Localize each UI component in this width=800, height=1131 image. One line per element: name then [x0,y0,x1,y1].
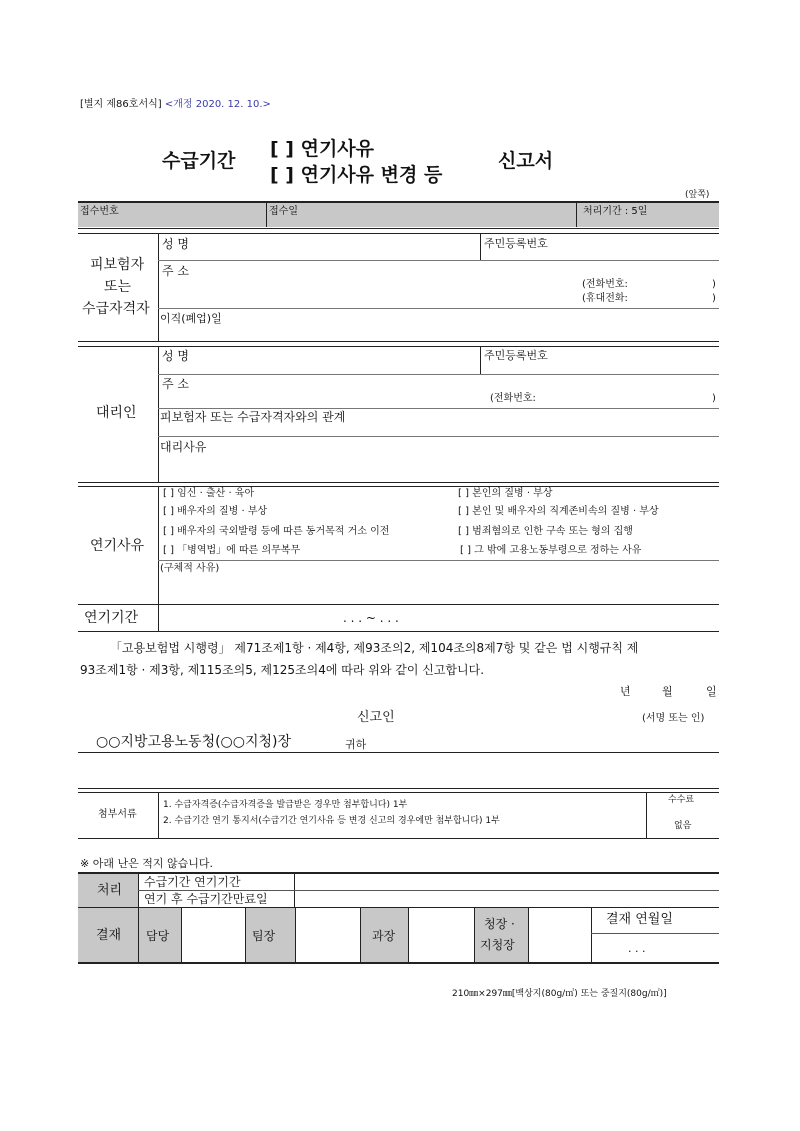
honorific: 귀하 [345,738,367,751]
insured-mobile-label: (휴대전화: [582,293,628,304]
recipient: ○○지방고용노동청(○○지청)장 [96,734,292,750]
process-label: 처리 [97,883,123,898]
approval-director-2: 지청장 [480,938,515,952]
date-day: 일 [706,685,717,698]
agent-label: 대리인 [96,405,137,421]
agent-rrn-label: 주민등록번호 [484,349,548,362]
fee-value: 없음 [674,821,692,831]
period-value[interactable]: . . . ~ . . . [343,611,399,625]
insured-label-3: 수급자격자 [82,301,150,317]
insured-label-2: 또는 [104,279,132,295]
date-year: 년 [620,685,631,698]
office-use-note: ※ 아래 난은 적지 않습니다. [80,857,213,870]
attachments-label: 첨부서류 [98,809,137,820]
insured-address-label: 주 소 [162,264,189,278]
deferral-option-self-illness[interactable]: [ ] 본인의 질병 · 부상 [458,488,553,499]
fee-label: 수수료 [668,795,695,805]
insured-name-label: 성 명 [162,237,189,251]
title-right: 신고서 [498,150,554,172]
deferral-specific-label: (구체적 사유) [160,563,220,574]
deferral-option-detention[interactable]: [ ] 범죄혐의로 인한 구속 또는 형의 집행 [458,526,633,537]
agent-name-label: 성 명 [162,349,189,363]
title-option-2: [ ] 연기사유 변경 등 [270,164,443,186]
period-label: 연기기간 [84,610,139,626]
deferral-label: 연기사유 [90,538,145,554]
receipt-date-label: 접수일 [269,206,298,217]
deferral-option-other[interactable]: [ ] 그 밖에 고용노동부령으로 정하는 사유 [460,545,642,556]
form-number: [별지 제86호서식] <개정 2020. 12. 10.> [80,99,271,110]
page-side: (앞쪽) [685,190,710,200]
agent-address-label: 주 소 [162,377,189,391]
approval-section-chief: 과장 [372,929,396,943]
processing-period: 처리기간 : 5일 [583,206,648,217]
agent-reason-label: 대리사유 [160,440,207,454]
date-month: 월 [662,685,673,698]
agent-phone-label: (전화번호: [490,393,536,404]
insured-label-1: 피보험자 [90,257,145,273]
attachment-item-1: 1. 수급자격증(수급자격증을 발급받은 경우만 첨부합니다) 1부 [163,800,408,810]
receipt-number-label: 접수번호 [80,206,119,217]
process-row-2: 연기 후 수급기간만료일 [144,892,268,906]
deferral-option-military[interactable]: [ ] 「병역법」에 따른 의무복무 [163,545,301,556]
attachment-item-2: 2. 수급기간 연기 통지서(수급기간 연기사유 등 변경 신고의 경우에만 첨부합니다) 1부 [163,816,500,826]
deferral-option-family-illness[interactable]: [ ] 본인 및 배우자의 직계존비속의 질병 · 부상 [458,506,659,517]
process-row-1: 수급기간 연기기간 [144,875,241,889]
insured-rrn-label: 주민등록번호 [484,237,548,250]
approval-team-leader: 팀장 [252,929,276,943]
approval-date-value: . . . [628,942,646,955]
sign-label: (서명 또는 인) [642,713,705,724]
approval-officer: 담당 [146,929,170,943]
insured-phone-label: (전화번호: [582,279,628,290]
approval-date-label: 결재 연월일 [606,912,673,927]
title-option-1: [ ] 연기사유 [270,138,375,160]
declaration-line-1: 「고용보험법 시행령」 제71조제1항 · 제4항, 제93조의2, 제104조의8제7항 및 같은 법 시행규칙 제 [110,641,639,655]
approval-director-1: 청장 · [484,917,515,931]
insured-leave-date-label: 이직(폐업)일 [160,312,222,325]
approval-label: 결재 [96,928,122,943]
agent-relation-label: 피보험자 또는 수급자격자와의 관계 [160,410,346,424]
deferral-option-spouse-relocation[interactable]: [ ] 배우자의 국외발령 등에 따른 동거목적 거소 이전 [163,526,390,537]
revision-note: <개정 2020. 12. 10.> [164,99,271,110]
declarant-label: 신고인 [357,710,395,725]
declaration-line-2: 93조제1항 · 제3항, 제115조의5, 제125조의4에 따라 위와 같이 신고합니다. [80,663,485,677]
deferral-option-spouse-illness[interactable]: [ ] 배우자의 질병 · 부상 [163,506,268,517]
paper-spec: 210㎜×297㎜[백상지(80g/㎡) 또는 중질지(80g/㎡)] [452,989,667,999]
deferral-option-pregnancy[interactable]: [ ] 임신 · 출산 · 육아 [163,488,255,499]
title-left: 수급기간 [162,150,236,172]
